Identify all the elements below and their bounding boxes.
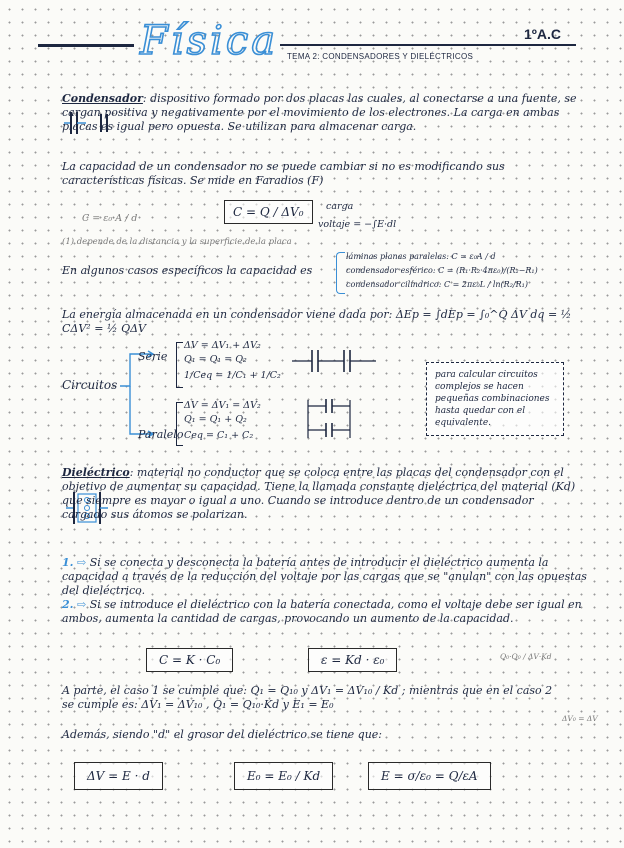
casos-intro: En algunos casos específicos la capacidad es — [62, 264, 313, 277]
serie-eq-3: 1/Ceq = 1/C₁ + 1/C₂ — [184, 370, 281, 381]
serie-bracket — [176, 342, 183, 388]
dielectrico-definition — [62, 466, 582, 522]
casos-brace — [336, 252, 345, 294]
dielectrico-point-1 — [62, 556, 602, 598]
label-voltaje: voltaje = −∫E·dl — [318, 219, 397, 230]
formula-epsilon-k: ε = Kd · ε₀ — [308, 648, 397, 672]
condensador-term: Condensador — [62, 92, 143, 105]
course-label: 1ºA.C — [524, 26, 562, 42]
condensador-definition — [62, 92, 582, 134]
point-1-number: 1. — [62, 556, 74, 569]
page-title: Física — [140, 18, 279, 64]
aparte-text: A parte, el caso 1 se cumple que: Q₁ = Q₁₀ y ΔV₁ = ΔV₁₀ / Kd ; mientras que en el caso 2 se cumple es: ΔV₁ = ΔV₁₀ , Q₁ = Q₁₀·Kd y E₁ = E₀ — [62, 684, 553, 711]
dielectrico-term: Dieléctrico — [62, 466, 130, 479]
point-2-text: Si se introduce el dieléctrico con la batería conectada, como el voltaje debe ser igual en ambos, aumenta la cantidad de cargas, provocando un aumento de la capacidad. — [62, 598, 582, 625]
parallel-circuit-diagram — [300, 396, 360, 442]
ademas-text: Además, siendo "d" el grosor del dieléctrico se tiene que: — [62, 728, 382, 741]
circuitos-arrows — [118, 350, 158, 440]
condensador-text: : dispositivo formado por dos placas las cuales, al conectarse a una fuente, se cargan positiva y negativamente por el movimiento de los electrones. La carga en ambas placas es igual pero opuesta. Se utilizan para almacenar carga. — [62, 92, 577, 133]
formula-field-k: E₀ = E₀ / Kd — [234, 762, 333, 790]
serie-eq-2: Q₁ = Q₁ = Q₂ — [184, 354, 247, 365]
dielectrico-point-2 — [62, 598, 602, 626]
caso-item-1: láminas planas paralelas: C = ε₀A / d — [346, 252, 496, 261]
caso-item-2: condensador esférico: C = (R₁·R₂·4πε₀)/(R₂−R₁) — [346, 266, 538, 275]
capacidad-side-note: (1) depende de la distancia y la superficie de la placa — [62, 237, 292, 247]
circuitos-note: para calcular circuitos complejos se hacen pequeñas combinaciones hasta quedar con el equivalente. — [426, 362, 564, 436]
title-rule-left — [38, 44, 134, 47]
point-1-text: Si se conecta y desconecta la batería antes de introducir el dieléctrico aumenta la capacidad a través de la reducción del voltaje por las cargas que se "anulan" con las opuestas del dieléctrico. — [62, 556, 587, 597]
dielectrico-text: : material no conductor que se coloca entre las placas del condensador con el objetivo de aumentar su capacidad. Tiene la llamada constante dieléctrica del material (Kd) que siempre es mayor o igual a uno. Cuando se introduce dentro de un condensador cargado sus átomos se polarizan. — [62, 466, 576, 521]
formula-voltage: ΔV = E · d — [74, 762, 163, 790]
margin-note-2: ΔV₀ = ΔV — [562, 714, 598, 723]
point-2-number: 2. — [62, 598, 74, 611]
circuitos-label: Circuitos — [62, 378, 118, 392]
formula-field-sigma: E = σ/ε₀ = Q/εA — [368, 762, 491, 790]
caso-item-3: condensador cilíndrico: C = 2πε₀L / ln(R₂/R₁) — [346, 280, 528, 289]
paralelo-eq-2: Q₁ = Q₁ + Q₂ — [184, 414, 247, 425]
series-circuit-diagram — [290, 346, 380, 376]
topic-subtitle: TEMA 2: CONDENSADORES Y DIELÉCTRICOS — [287, 52, 474, 61]
paralelo-bracket — [176, 402, 183, 446]
label-carga: carga — [326, 201, 354, 212]
formula-capacity-k: C = K · C₀ — [146, 648, 233, 672]
capacidad-formula-box: C = Q / ΔV₀ — [224, 200, 313, 224]
serie-eq-1: ΔV = ΔV₁ + ΔV₂ — [184, 340, 261, 351]
serie-label: Serie — [138, 350, 168, 363]
capacidad-text: La capacidad de un condensador no se puede cambiar si no es modificando sus características físicas. Se mide en Faradios (F) — [62, 160, 505, 187]
arrow-right-icon: ⇨ — [76, 598, 87, 611]
margin-note-1: Q₀·Q₀ / ΔV·Kd — [500, 652, 552, 661]
title-rule-right — [280, 44, 576, 46]
paralelo-label: Paralelo — [138, 428, 184, 441]
arrow-right-icon: ⇨ — [76, 556, 87, 569]
energia-text: La energía almacenada en un condensador viene dada por: ΔEp = ∫dEp = ∫₀^Q ΔV dq = ½ CΔV² = ½ QΔV — [62, 308, 572, 335]
paralelo-eq-1: ΔV = ΔV₁ = ΔV₂ — [184, 400, 261, 411]
paralelo-eq-3: Ceq = C₁ + C₂ — [184, 430, 254, 441]
capacidad-side-formula: C = ε₀·A / d — [82, 213, 138, 224]
